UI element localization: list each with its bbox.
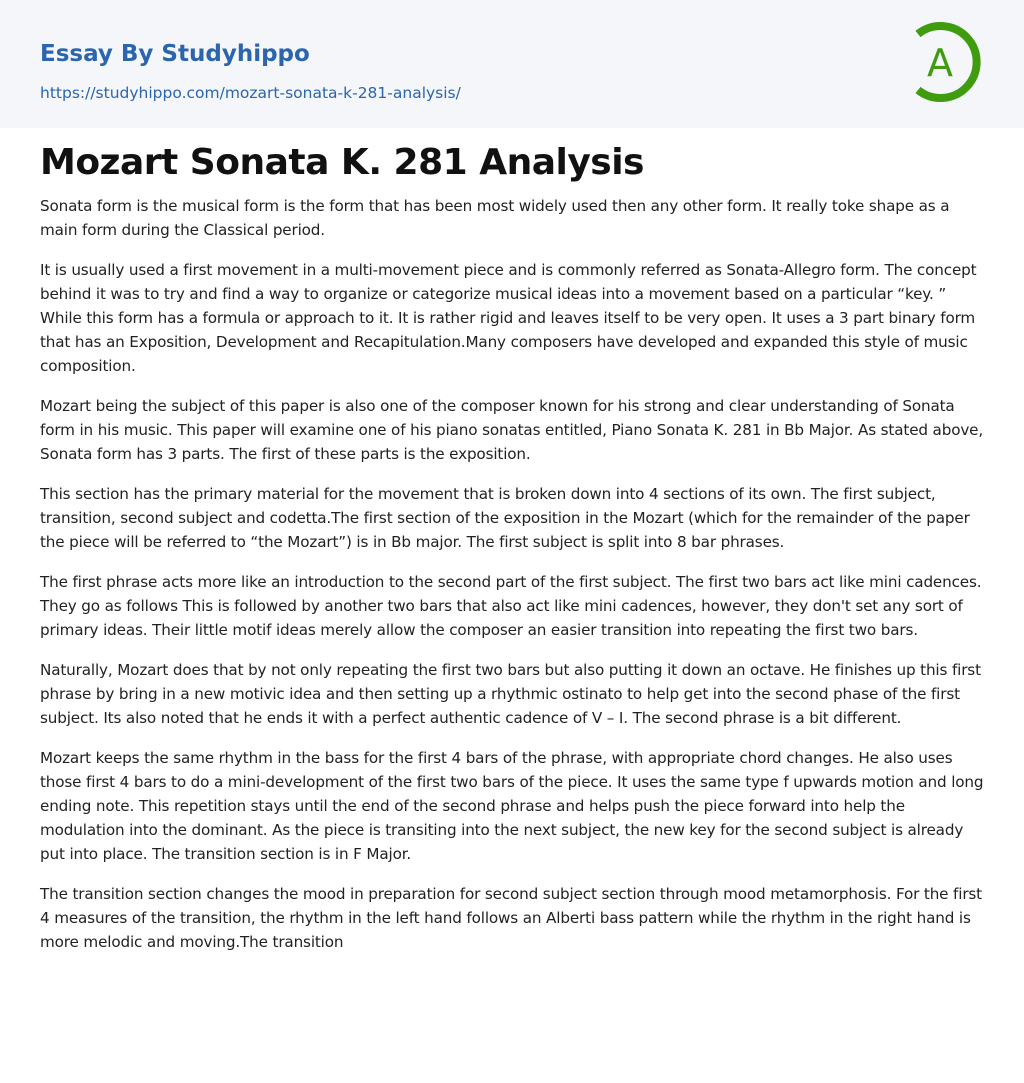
studyhippo-logo-icon[interactable] — [910, 18, 988, 106]
page-title: Mozart Sonata K. 281 Analysis — [40, 142, 644, 183]
site-header — [0, 0, 1024, 128]
brand-title: Essay By Studyhippo — [40, 41, 310, 67]
essay-body — [40, 194, 988, 970]
paragraph: Sonata form is the musical form is the form that has been most widely used then any other form. It really toke shape as a main form during the Classical period. — [40, 197, 950, 239]
paragraph: Mozart being the subject of this paper is also one of the composer known for his strong and clear understanding of Sonata form in his music. This paper will examine one of his piano sonatas entitled, Piano Sonata K. 281 in Bb Major. As stated above, Sonata form has 3 parts. The first of these parts is the exposition. — [40, 397, 984, 463]
paragraph: Mozart keeps the same rhythm in the bass for the first 4 bars of the phrase, with appropriate chord changes. He also uses those first 4 bars to do a mini-development of the first two bars of the piece. It uses the same type f upwards motion and long ending note. This repetition stays until the end of the second phrase and helps push the piece forward into help the modulation into the dominant. As the piece is transiting into the next subject, the new key for the second subject is already put into place. The transition section is in F Major. — [40, 749, 984, 863]
essay-url-link[interactable]: https://studyhippo.com/mozart-sonata-k-281-analysis/ — [40, 84, 461, 102]
paragraph: The transition section changes the mood in preparation for second subject section through mood metamorphosis. For the first 4 measures of the transition, the rhythm in the left hand follows an Alberti bass pattern while the rhythm in the right hand is more melodic and moving.The transition — [40, 885, 982, 951]
paragraph: The first phrase acts more like an introduction to the second part of the first subject. The first two bars act like mini cadences. They go as follows This is followed by another two bars that also act like mini cadences, however, they don't set any sort of primary ideas. Their little motif ideas merely allow the composer an easier transition into repeating the first two bars. — [40, 573, 982, 639]
logo-letter: A — [927, 41, 953, 85]
paragraph: Naturally, Mozart does that by not only repeating the first two bars but also putting it down an octave. He finishes up this first phrase by bring in a new motivic idea and then setting up a rhythmic ostinato to help get into the second phase of the first subject. Its also noted that he ends it with a perfect authentic cadence of V – I. The second phrase is a bit different. — [40, 661, 981, 727]
paragraph: It is usually used a first movement in a multi-movement piece and is commonly referred as Sonata-Allegro form. The concept behind it was to try and find a way to organize or categorize musical ideas into a movement based on a particular “key. ” While this form has a formula or approach to it. It is rather rigid and leaves itself to be very open. It uses a 3 part binary form that has an Exposition, Development and Recapitulation.Many composers have developed and expanded this style of music composition. — [40, 261, 977, 375]
paragraph: This section has the primary material for the movement that is broken down into 4 sections of its own. The first subject, transition, second subject and codetta.The first section of the exposition in the Mozart (which for the remainder of the paper the piece will be referred to “the Mozart”) is in Bb major. The first subject is split into 8 bar phrases. — [40, 485, 970, 551]
